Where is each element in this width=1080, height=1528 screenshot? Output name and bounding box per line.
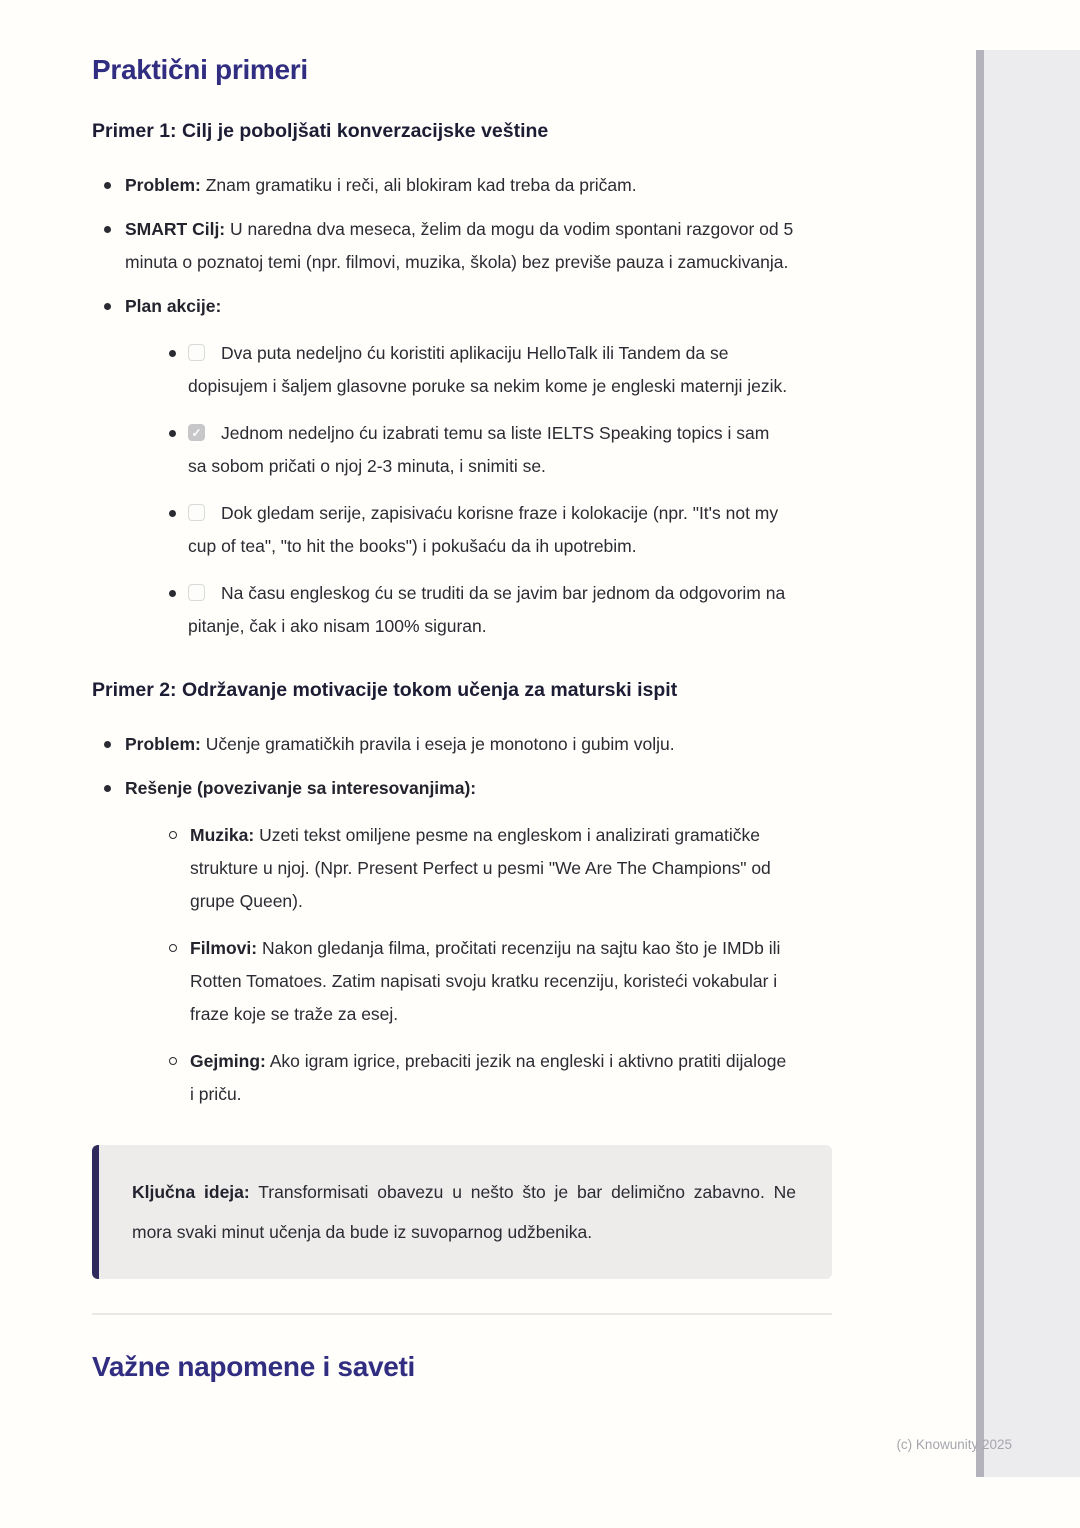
example-2-bullet-list [92,728,832,1111]
key-idea-callout [92,1145,832,1279]
bullet-item-smart-cilj [92,213,832,279]
checklist-text: Dva puta nedeljno ću koristiti aplikaciju HelloTalk ili Tandem da se dopisujem i šaljem glasovne poruke sa nekim kome je engleski maternji jezik. [188,343,788,396]
action-plan-checklist [125,337,802,643]
section-title-vazne-napomene: Važne napomene i saveti [92,1351,416,1382]
bullet-label: Filmovi: [190,938,258,958]
bullet-text: Nakon gledanja filma, pročitati recenziju na sajtu kao što je IMDb ili Rotten Tomatoes. Zatim napisati svoju kratku recenziju, koristeći vokabular i fraze koje se traže za esej. [190,938,781,1024]
interests-list [125,819,802,1111]
checklist-text: Na času engleskog ću se truditi da se javim bar jednom da odgovorim na pitanje, čak i ako nisam 100% siguran. [188,583,786,636]
checklist-item [125,577,802,643]
checkbox-icon[interactable] [188,504,205,521]
bullet-text: Učenje gramatičkih pravila i eseja je monotono i gubim volju. [205,734,675,754]
bullet-label: Gejming: [190,1051,266,1071]
list-item-filmovi [125,932,802,1031]
example-1-bullet-list [92,169,832,643]
bullet-text: Ako igram igrice, prebaciti jezik na engleski i aktivno pratiti dijaloge i priču. [190,1051,787,1104]
footer-credit: (c) Knowunity 2025 [896,1437,1012,1452]
bullet-label: Muzika: [190,825,255,845]
bullet-label: SMART Cilj: [125,219,226,239]
bullet-label: Plan akcije: [125,296,222,316]
bullet-label: Problem: [125,175,201,195]
example-1-title: Primer 1: Cilj je poboljšati konverzacijske veštine [92,120,549,142]
bullet-label: Problem: [125,734,201,754]
checklist-item [125,417,802,483]
checkbox-icon[interactable] [188,584,205,601]
bullet-text: U naredna dva meseca, želim da mogu da vodim spontani razgovor od 5 minuta o poznatoj temi (npr. filmovi, muzika, škola) bez previše pauza i zamuckivanja. [125,219,794,272]
checklist-text: Jednom nedeljno ću izabrati temu sa liste IELTS Speaking topics i sam sa sobom pričati o njoj 2-3 minuta, i snimiti se. [188,423,770,476]
scrollbar[interactable] [976,50,984,1477]
callout-text: Transformisati obavezu u nešto što je bar delimično zabavno. Ne mora svaki minut učenja da bude iz suvoparnog udžbenika. [132,1182,797,1242]
bullet-item-problem [92,169,832,202]
list-item-gejming [125,1045,802,1111]
checklist-item [125,497,802,563]
example-2-title: Primer 2: Održavanje motivacije tokom učenja za maturski ispit [92,679,678,701]
checkbox-icon[interactable] [188,424,205,441]
section-title-prakticni-primeri: Praktični primeri [92,54,308,85]
checklist-text: Dok gledam serije, zapisivaću korisne fraze i kolokacije (npr. "It's not my cup of tea", "to hit the books") i pokušaću da ih upotrebim. [188,503,779,556]
checkbox-icon[interactable] [188,344,205,361]
bullet-item-problem [92,728,832,761]
section-divider [92,1313,832,1315]
checklist-item [125,337,802,403]
bullet-label: Rešenje (povezivanje sa interesovanjima): [125,778,477,798]
bullet-item-plan-akcije [92,290,832,643]
callout-label: Ključna ideja: [132,1182,250,1202]
list-item-muzika [125,819,802,918]
bullet-item-resenje [92,772,832,1111]
bullet-text: Uzeti tekst omiljene pesme na engleskom i analizirati gramatičke strukture u njoj. (Npr. Present Perfect u pesmi "We Are The Champions" od grupe Queen). [190,825,771,911]
bullet-text: Znam gramatiku i reči, ali blokiram kad treba da pričam. [205,175,637,195]
